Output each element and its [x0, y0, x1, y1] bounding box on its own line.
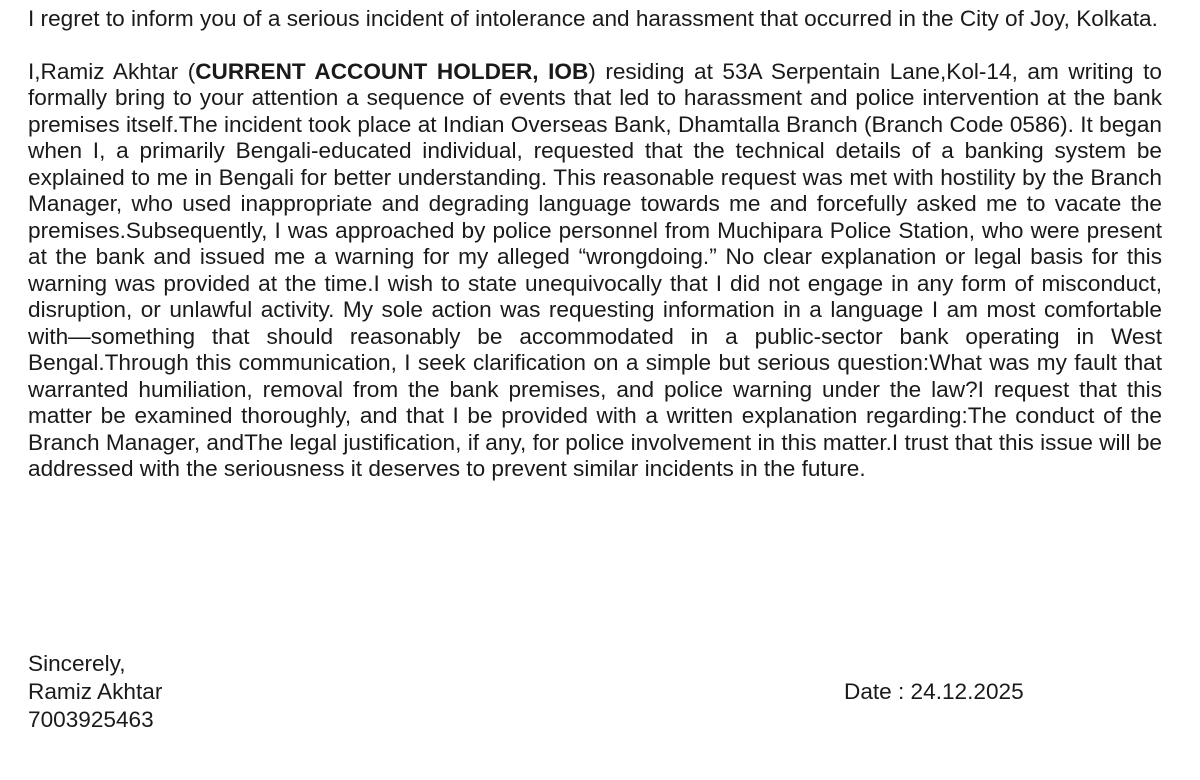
account-holder-label: CURRENT ACCOUNT HOLDER, IOB: [195, 58, 589, 84]
main-paragraph: [28, 59, 1162, 483]
main-paragraph-rest: ) residing at 53A Serpentain Lane,Kol-14, am writing to formally bring to your attention a sequence of events that led to harassment and police intervention at the bank premises itself.The incident took place at Indian Overseas Bank, Dhamtalla Branch (Branch Code 0586). It began when I, a primarily Bengali-educated individual, requested that the technical details of a banking system be explained to me in Bengali for better understanding. This reasonable request was met with hostility by the Branch Manager, who used inappropriate and degrading language towards me and forcefully asked me to vacate the premises.Subsequently, I was approached by police personnel from Muchipara Police Station, who were present at the bank and issued me a warning for my alleged “wrongdoing.” No clear explanation or legal basis for this warning was provided at the time.I wish to state unequivocally that I did not engage in any form of misconduct, disruption, or unlawful activity. My sole action was requesting information in a language I am most comfortable with—something that should reasonably be accommodated in a public-sector bank operating in West Bengal.Through this communication, I seek clarification on a simple but serious question:What was my fault that warranted humiliation, removal from the bank premises, and police warning under the law?I request that this matter be examined thoroughly, and that I be provided with a written explanation regarding:The conduct of the Branch Manager, andThe legal justification, if any, for police involvement in this matter.I trust that this issue will be addressed with the seriousness it deserves to prevent similar incidents in the future.: [28, 58, 1162, 481]
intro-paragraph: I regret to inform you of a serious incident of intolerance and harassment that occurred in the City of Joy, Kolkata.: [28, 6, 1158, 31]
sender-name: Ramiz Akhtar: [28, 679, 163, 704]
letter-body: [28, 6, 1162, 483]
sender-phone: 7003925463: [28, 707, 154, 732]
closing-salutation: Sincerely,: [28, 651, 126, 676]
signature-block: [28, 650, 162, 734]
letter-date: Date : 24.12.2025: [844, 679, 1024, 704]
main-paragraph-lead: I,Ramiz Akhtar (: [28, 58, 196, 84]
